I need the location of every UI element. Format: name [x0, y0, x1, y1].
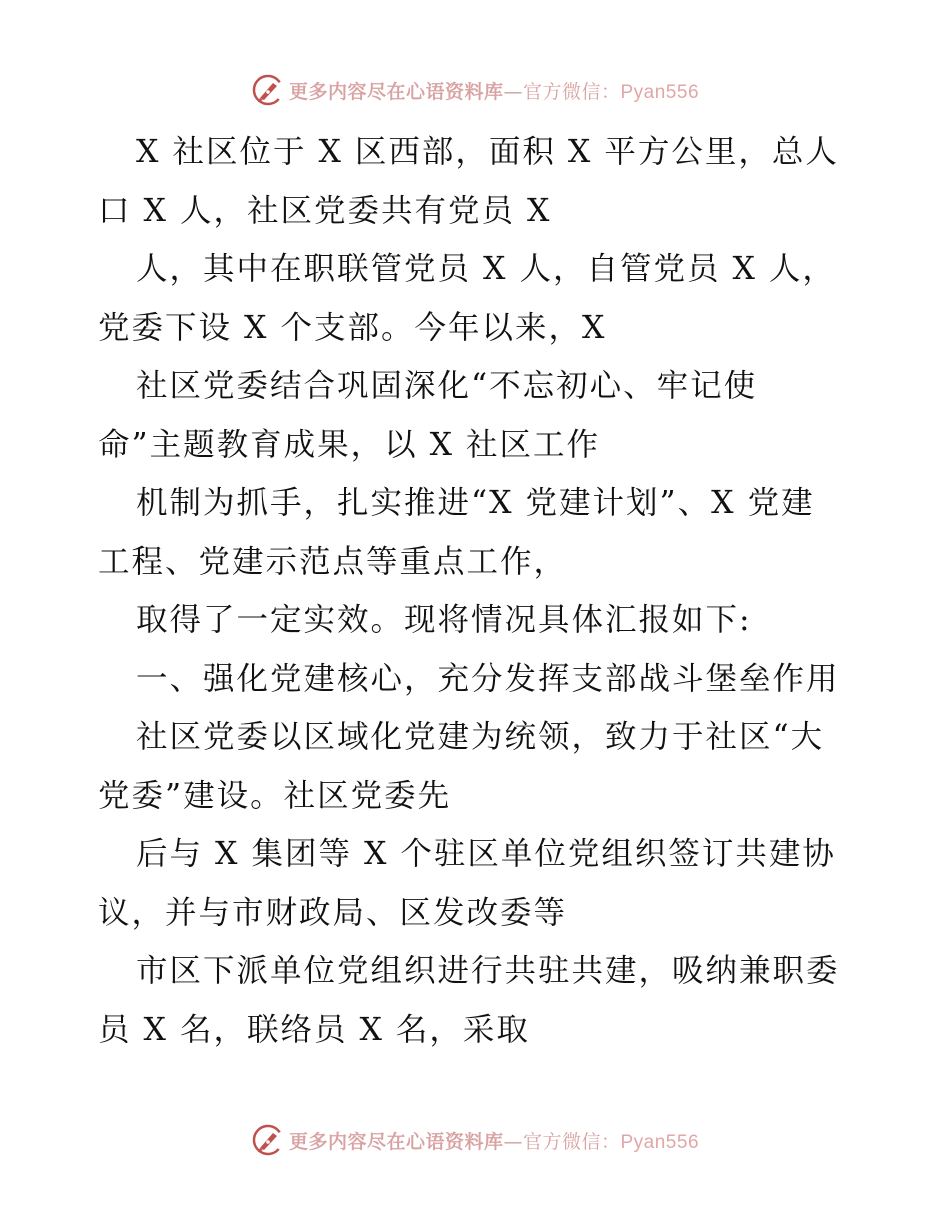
watermark-wechat-id: Pyan556	[620, 81, 700, 103]
text-line: 议，并与市财政局、区发改委等	[98, 894, 568, 931]
watermark-wechat-label: 官方微信：	[522, 80, 621, 103]
watermark-wechat-id: Pyan556	[620, 1131, 700, 1153]
text-line: 社区党委结合巩固深化“不忘初心、牢记使	[136, 368, 758, 404]
text-line: 党委下设 X 个支部。今年以来，X	[98, 309, 607, 346]
text-line: 后与 X 集团等 X 个驻区单位党组织签订共建协	[136, 836, 836, 872]
text-line: 人，其中在职联管党员 X 人，自管党员 X 人，	[136, 251, 836, 287]
watermark-separator: —	[503, 1130, 523, 1153]
section-heading: 一、强化党建核心，充分发挥支部战斗堡垒作用	[136, 660, 840, 697]
header-watermark	[0, 70, 950, 110]
text-line: 命”主题教育成果，以 X 社区工作	[98, 426, 601, 463]
pen-nib-logo-icon	[251, 1123, 285, 1157]
footer-watermark	[0, 1120, 950, 1160]
text-line: X 社区位于 X 区西部，面积 X 平方公里，总人	[136, 134, 839, 170]
watermark-separator: —	[503, 80, 523, 103]
watermark-text	[289, 1127, 699, 1154]
pen-nib-logo-icon	[251, 73, 285, 107]
text-line: 员 X 名，联络员 X 名，采取	[98, 1011, 530, 1048]
watermark-wechat-label: 官方微信：	[522, 1130, 621, 1153]
text-line: 党委”建设。社区党委先	[98, 777, 452, 814]
text-line: 工程、党建示范点等重点工作，	[98, 543, 568, 580]
text-line: 取得了一定实效。现将情况具体汇报如下:	[136, 602, 752, 638]
text-line: 市区下派单位党组织进行共驻共建，吸纳兼职委	[136, 953, 840, 989]
document-body	[98, 123, 858, 1059]
watermark-site-text: 更多内容尽在心语资料库	[288, 80, 504, 103]
text-line: 社区党委以区域化党建为统领，致力于社区“大	[136, 719, 825, 755]
watermark-text	[289, 77, 699, 104]
watermark-site-text: 更多内容尽在心语资料库	[288, 1130, 504, 1153]
text-line: 机制为抓手，扎实推进“X 党建计划”、X 党建	[136, 485, 815, 521]
text-line: 口 X 人，社区党委共有党员 X	[98, 192, 552, 229]
